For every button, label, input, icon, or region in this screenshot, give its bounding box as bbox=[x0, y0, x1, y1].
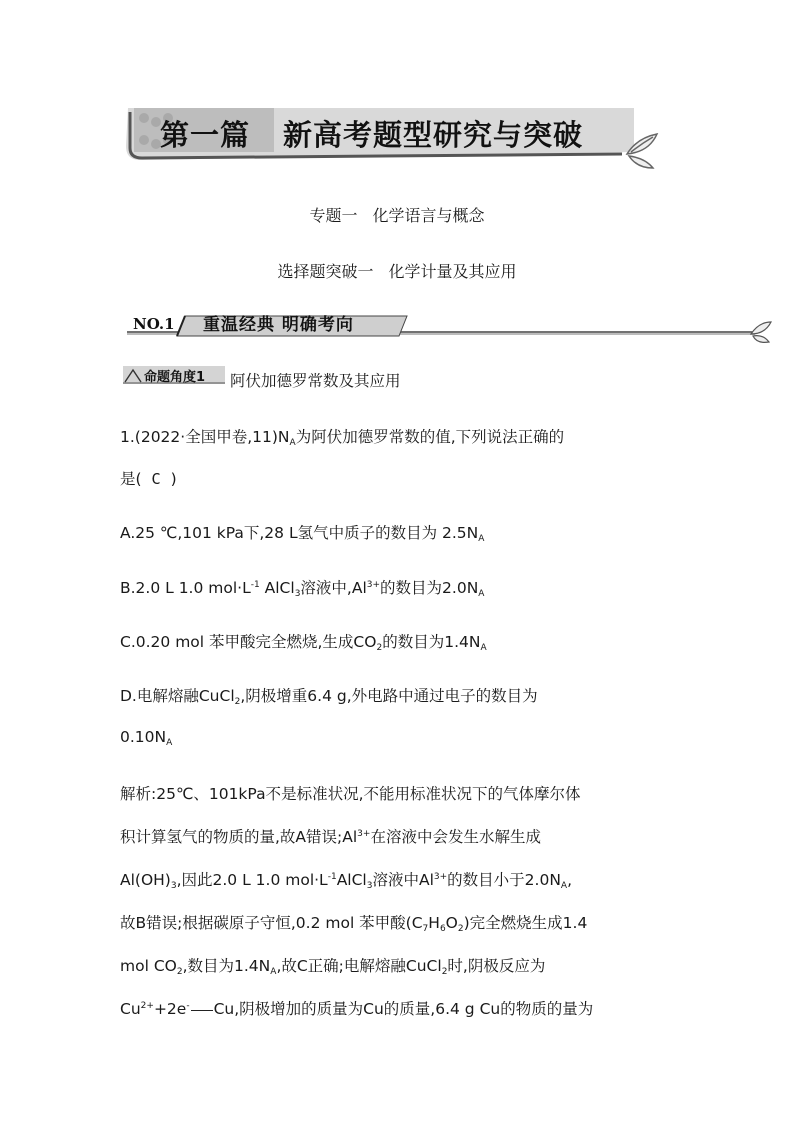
analysis-line2: 积计算氢气的物质的量,故A错误$;Al^{3+}$在溶液中会发生水解生成 bbox=[120, 828, 541, 846]
chapter-title: 新高考题型研究与突破 bbox=[283, 118, 584, 152]
analysis-line5: mol $CO_2$,数目为$1.4N_A$,故C正确;电解熔融CuCl$_2$时,阴极反应为 bbox=[120, 957, 546, 977]
option-b: B.2.0 L 1.0 $mol\cdot L^{-1}$ AlCl$_3$溶液中$,Al^{3+}$的数目为$2.0N_A$ bbox=[120, 579, 485, 599]
option-a: A.25 ℃,101 kPa下,28 L氢气中质子的数目为 $2.5N_A$ bbox=[120, 524, 485, 544]
chapter-label: 第一篇 bbox=[160, 118, 251, 152]
question-stem-line1: 1.(2022·全国甲卷$,11)N_A$为阿伏加德罗常数的值,下列说法正确的 bbox=[120, 428, 565, 448]
analysis-line4: 故B错误;根据碳原子守恒,0.2 mol 苯甲酸$(C_7H_6O_2)$完全燃烧生成1.4 bbox=[120, 914, 588, 934]
angle-name: 阿伏加德罗常数及其应用 bbox=[230, 372, 401, 390]
section-number: NO.1 bbox=[133, 315, 175, 333]
section-title: 重温经典 明确考向 bbox=[203, 315, 354, 335]
option-d-line2: $0.10N_A$ bbox=[120, 728, 173, 748]
analysis-line1: 解析:25℃、101kPa不是标准状况,不能用标准状况下的气体摩尔体 bbox=[120, 785, 581, 803]
option-d-line1: D.电解熔融CuCl$_2$,阴极增重6.4 g,外电路中通过电子的数目为 bbox=[120, 687, 538, 707]
topic-heading: 专题一 化学语言与概念 bbox=[309, 206, 485, 225]
equation-sign bbox=[191, 1010, 213, 1011]
analysis-line6: $Cu^{2+}+2e^-$ Cu,阴极增加的质量为Cu的质量,6.4 g Cu的物质的量为 bbox=[120, 1000, 594, 1018]
angle-tag-label: 命题角度1 bbox=[144, 370, 206, 385]
question-stem-line2: 是( C ) bbox=[120, 470, 177, 488]
analysis-line3: $Al(OH)_3$,因此2.0 L 1.0 $mol\cdot L^{-1}AlCl_3$溶液中$Al^{3+}$的数目小于$2.0N_A$, bbox=[120, 871, 573, 891]
subtopic-heading: 选择题突破一 化学计量及其应用 bbox=[277, 262, 517, 281]
option-c: C.0.20 mol 苯甲酸完全燃烧,生成$CO_2$的数目为$1.4N_A$ bbox=[120, 633, 487, 653]
answer-choice: C bbox=[151, 470, 161, 488]
